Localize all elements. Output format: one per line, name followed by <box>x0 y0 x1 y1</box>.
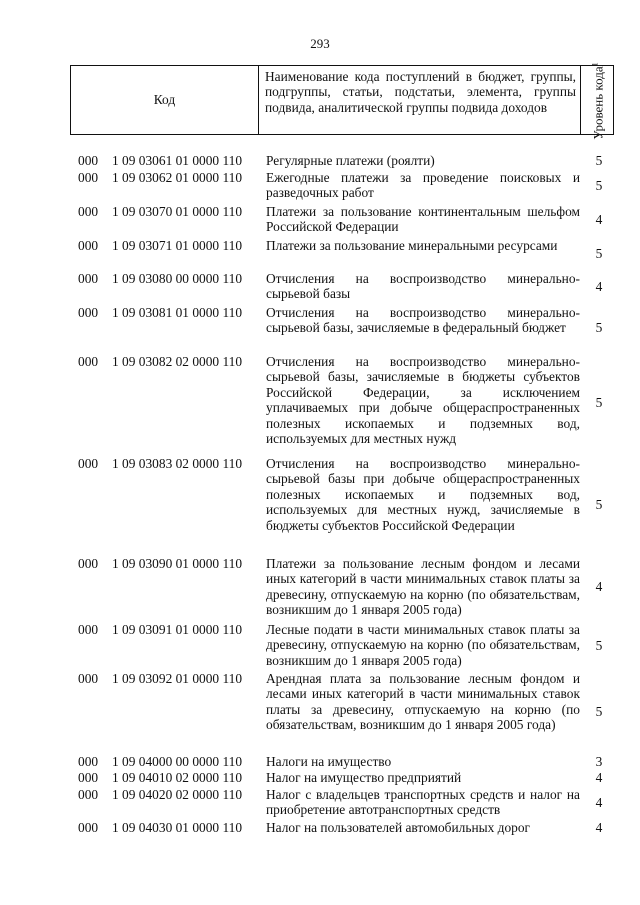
row-name: Платежи за пользование минеральными ресурсами <box>266 238 558 253</box>
row-name: Отчисления на воспроизводство минерально-сырьевой базы, зачисляемые в бюджеты субъектов Российской Федерации, за исключением уплачиваемых при добыче общераспространенных полезных ископаемых и подземных вод, используемых для местных нужд <box>266 354 580 447</box>
row-prefix: 000 <box>78 305 99 320</box>
row-code: 1 09 03070 01 0000 110 <box>112 204 243 219</box>
row-code: 1 09 04000 00 0000 110 <box>112 754 243 769</box>
row-prefix: 000 <box>78 456 99 471</box>
row-name: Отчисления на воспроизводство минерально-сырьевой базы при добыче общераспространенных полезных ископаемых и подземных вод, используемых для местных нужд, зачисляемые в бюджеты субъектов Российской Федерации <box>266 456 580 533</box>
row-level: 5 <box>595 638 603 653</box>
row-name: Налоги на имущество <box>266 754 392 769</box>
row-prefix: 000 <box>78 153 99 168</box>
row-level: 5 <box>595 246 603 261</box>
row-level: 5 <box>595 395 603 410</box>
row-prefix: 000 <box>78 820 99 835</box>
header-code-label: Код <box>153 92 176 107</box>
row-prefix: 000 <box>78 622 99 637</box>
row-level: 4 <box>595 770 603 785</box>
row-name: Налог на имущество предприятий <box>266 770 462 785</box>
row-prefix: 000 <box>78 787 99 802</box>
row-level: 5 <box>595 704 603 719</box>
header-name: Наименование кода поступлений в бюджет, группы, подгруппы, статьи, подстатьи, элемента, группы подвида, аналитической группы подвида доходов <box>259 66 581 134</box>
page-number: 293 <box>310 36 330 51</box>
row-code: 1 09 03083 02 0000 110 <box>112 456 243 471</box>
row-prefix: 000 <box>78 271 99 286</box>
row-name: Лесные подати в части минимальных ставок платы за древесину, отпускаемую на корню (по обязательствам, возникшим до 1 января 2005 года) <box>266 622 580 668</box>
header-level-footnote: 1 <box>590 62 600 67</box>
row-prefix: 000 <box>78 770 99 785</box>
row-name: Отчисления на воспроизводство минерально-сырьевой базы <box>266 271 580 302</box>
row-name: Регулярные платежи (роялти) <box>266 153 435 168</box>
table-header <box>70 62 614 140</box>
row-code: 1 09 03071 01 0000 110 <box>112 238 243 253</box>
row-code: 1 09 03092 01 0000 110 <box>112 671 243 686</box>
row-code: 1 09 04020 02 0000 110 <box>112 787 243 802</box>
row-level: 5 <box>595 153 603 168</box>
row-code: 1 09 03091 01 0000 110 <box>112 622 243 637</box>
row-level: 5 <box>595 497 603 512</box>
row-prefix: 000 <box>78 204 99 219</box>
header-level-label <box>588 62 605 139</box>
row-code: 1 09 04010 02 0000 110 <box>112 770 243 785</box>
row-prefix: 000 <box>78 238 99 253</box>
row-name: Налог с владельцев транспортных средств и налог на приобретение автотранспортных средств <box>266 787 580 818</box>
row-code: 1 09 03090 01 0000 110 <box>112 556 243 571</box>
row-code: 1 09 03080 00 0000 110 <box>112 271 243 286</box>
header-level-text: Уровень кода <box>590 66 606 140</box>
row-level: 5 <box>595 320 603 335</box>
row-level: 4 <box>595 579 603 594</box>
row-name: Платежи за пользование континентальным шельфом Российской Федерации <box>266 204 580 235</box>
row-name: Ежегодные платежи за проведение поисковых и разведочных работ <box>266 170 580 201</box>
row-code: 1 09 03061 01 0000 110 <box>112 153 243 168</box>
row-code: 1 09 03062 01 0000 110 <box>112 170 243 185</box>
row-code: 1 09 03081 01 0000 110 <box>112 305 243 320</box>
row-prefix: 000 <box>78 671 99 686</box>
row-level: 5 <box>595 178 603 193</box>
row-code: 1 09 03082 02 0000 110 <box>112 354 243 369</box>
row-name: Платежи за пользование лесным фондом и лесами иных категорий в части минимальных ставок платы за древесину, отпускаемую на корню (по обязательствам, возникшим до 1 января 2005 года) <box>266 556 580 618</box>
row-level: 4 <box>595 279 603 294</box>
row-prefix: 000 <box>78 354 99 369</box>
row-level: 4 <box>595 820 603 835</box>
header-level <box>581 62 613 140</box>
row-level: 4 <box>595 212 603 227</box>
row-level: 4 <box>595 795 603 810</box>
row-prefix: 000 <box>78 170 99 185</box>
row-name: Отчисления на воспроизводство минерально-сырьевой базы, зачисляемые в федеральный бюджет <box>266 305 580 336</box>
row-code: 1 09 04030 01 0000 110 <box>112 820 243 835</box>
row-prefix: 000 <box>78 556 99 571</box>
row-name: Налог на пользователей автомобильных дорог <box>266 820 531 835</box>
row-level: 3 <box>595 754 603 769</box>
row-prefix: 000 <box>78 754 99 769</box>
header-code <box>71 66 259 134</box>
row-name: Арендная плата за пользование лесным фондом и лесами иных категорий в части минимальных ставок платы за древесину, отпускаемую на корню (по обязательствам, возникшим до 1 января 2005 года) <box>266 671 580 733</box>
